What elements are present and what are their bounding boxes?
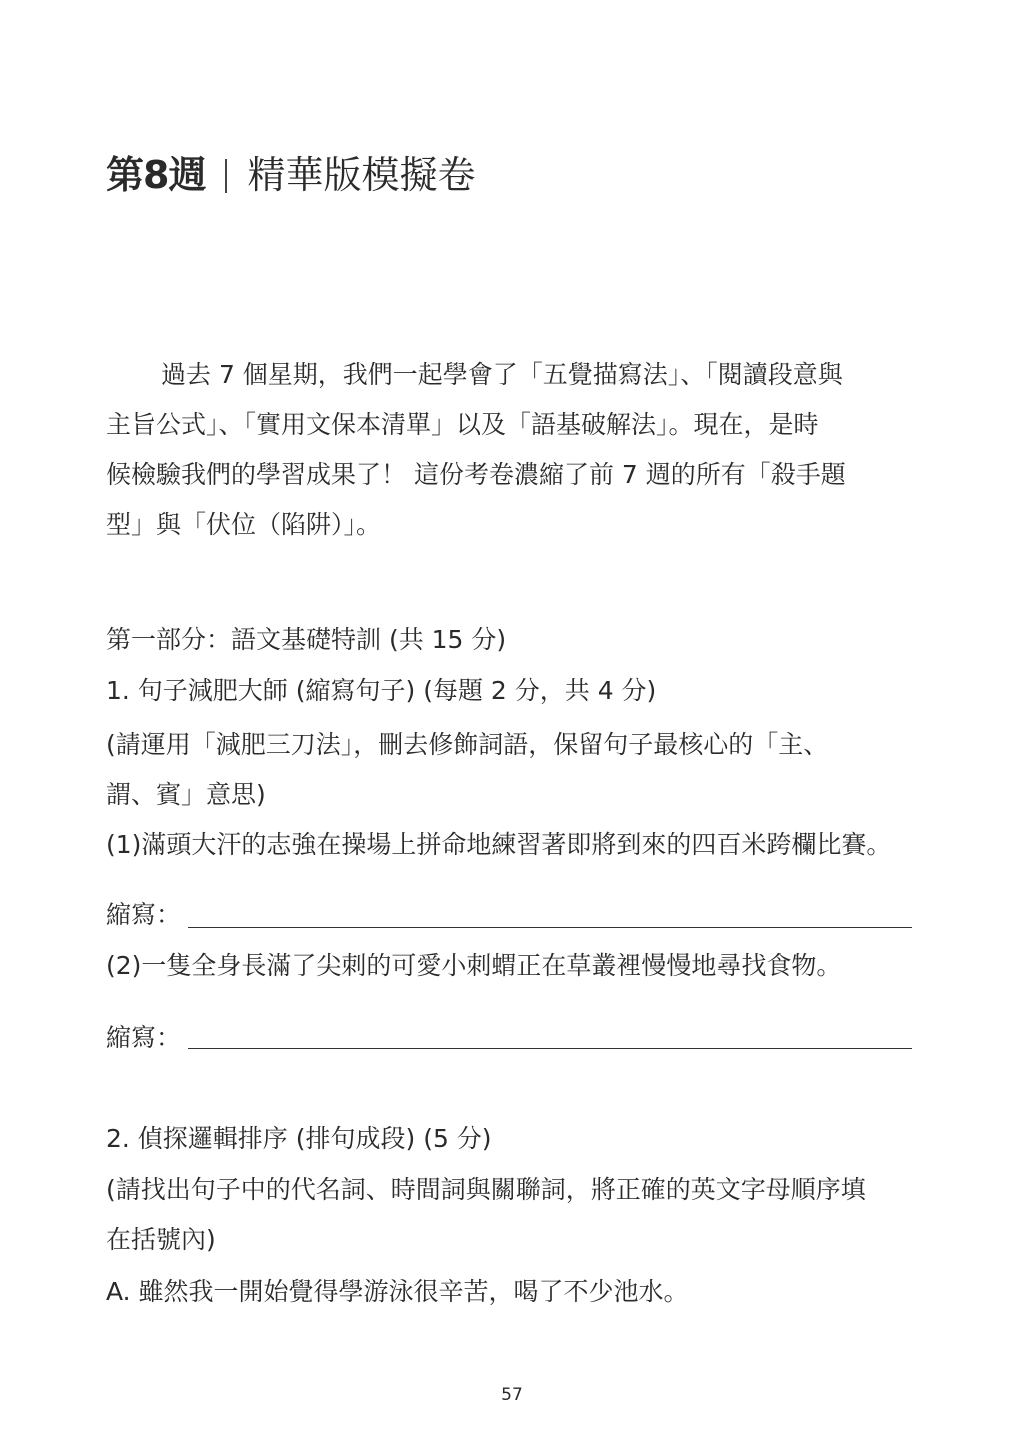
q1-item-2: (2)一隻全身長滿了尖刺的可愛小刺蝟正在草叢裡慢慢地尋找食物。 [106,951,842,980]
title-divider [225,159,227,193]
part1-heading: 第一部分：語文基礎特訓 (共 15 分) [106,625,507,654]
answer-line-1[interactable] [188,927,912,928]
q1-item-1: (1)滿頭大汗的志強在操場上拼命地練習著即將到來的四百米跨欄比賽。 [106,830,892,859]
answer-label: 縮寫： [106,900,182,929]
q1-instruction: 謂、賓」意思) [106,780,266,809]
intro-line: 型」與「伏位（陷阱）」。 [106,510,382,539]
answer-label: 縮寫： [106,1023,182,1052]
page-title [106,150,475,200]
q1-instruction: (請運用「減肥三刀法」，刪去修飾詞語，保留句子最核心的「主、 [106,730,829,759]
week-label: 第8週 [106,153,206,197]
page-number: 57 [501,1385,523,1405]
q1-title: 1. 句子減肥大師 (縮寫句子) (每題 2 分，共 4 分) [106,676,657,705]
intro-line: 主旨公式」、「實用文保本清單」以及「語基破解法」。現在，是時 [106,410,819,439]
intro-line: 候檢驗我們的學習成果了！ 這份考卷濃縮了前 7 週的所有「殺手題 [106,460,846,489]
q2-instruction: 在括號內) [106,1225,216,1254]
intro-line: 過去 7 個星期，我們一起學會了「五覺描寫法」、「閱讀段意與 [161,360,843,389]
q2-option-a: A. 雖然我一開始覺得學游泳很辛苦，喝了不少池水。 [106,1277,689,1306]
title-text: 精華版模擬卷 [247,153,476,197]
answer-line-2[interactable] [188,1048,912,1049]
q2-instruction: (請找出句子中的代名詞、時間詞與關聯詞，將正確的英文字母順序填 [106,1175,866,1204]
q2-title: 2. 偵探邏輯排序 (排句成段) (5 分) [106,1124,492,1153]
